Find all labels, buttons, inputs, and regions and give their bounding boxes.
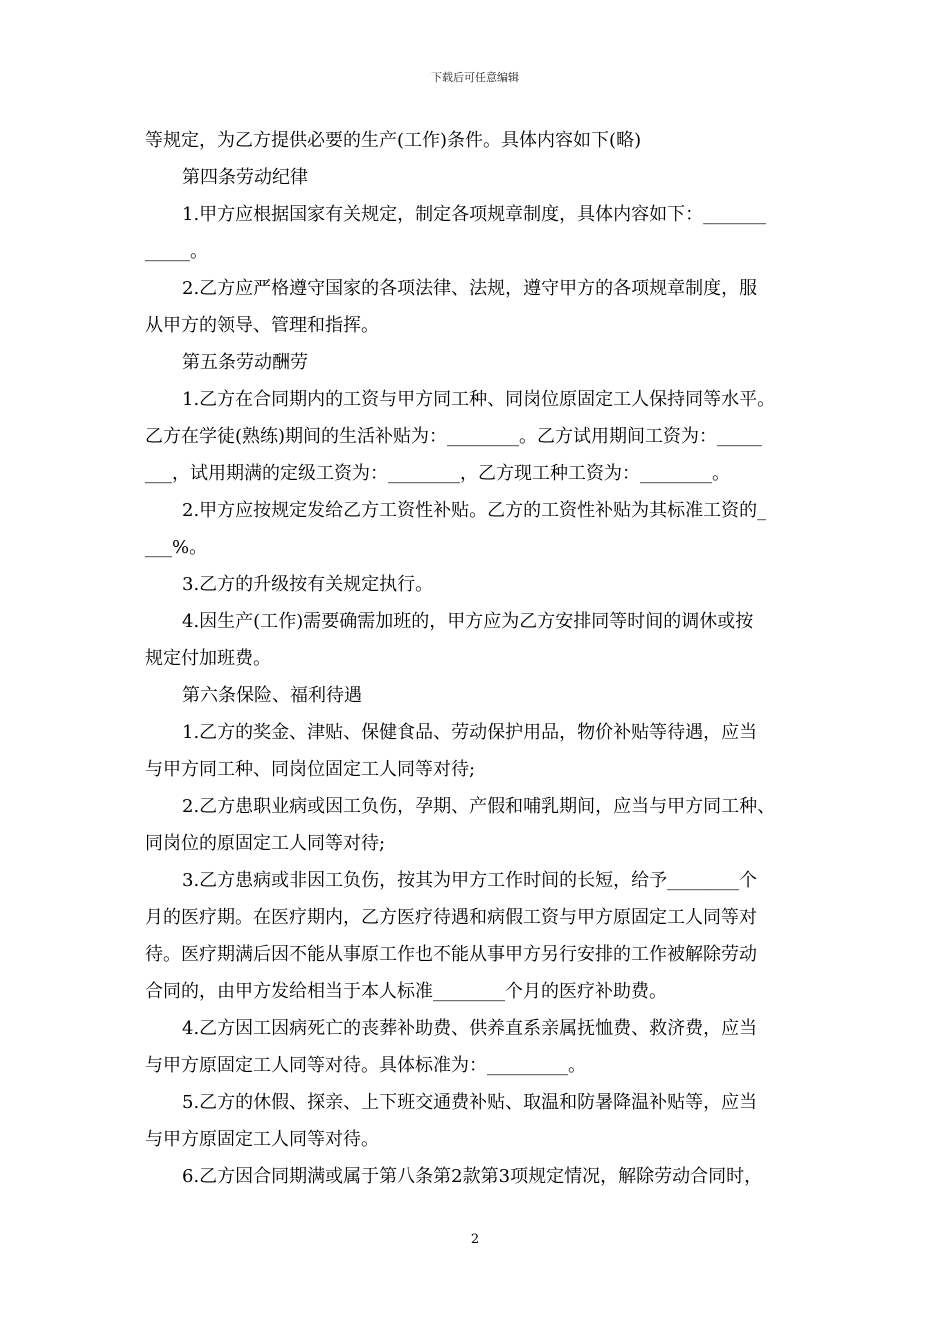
text-line: 第六条保险、福利待遇 — [182, 685, 362, 706]
text-line: 同岗位的原固定工人同等对待; — [145, 833, 386, 854]
text-line: 4.因生产(工作)需要确需加班的，甲方应为乙方安排同等时间的调休或按 — [182, 611, 754, 632]
text-line: 第四条劳动纪律 — [182, 167, 308, 188]
text-line: 与甲方原固定工人同等对待。 — [145, 1129, 379, 1150]
text-line: 1.乙方的奖金、津贴、保健食品、劳动保护用品，物价补贴等待遇，应当 — [182, 722, 758, 743]
text-line: ___，试用期满的定级工资为：________，乙方现工种工资为：________。 — [145, 463, 730, 484]
document-body — [145, 122, 820, 1195]
text-line: 与甲方原固定工人同等对待。具体标准为：_________。 — [145, 1055, 586, 1076]
text-line: 2.甲方应按规定发给乙方工资性补贴。乙方的工资性补贴为其标准工资的_ — [182, 500, 767, 521]
text-line: 与甲方同工种、同岗位固定工人同等对待; — [145, 759, 476, 780]
text-line: 3.乙方患病或非因工负伤，按其为甲方工作时间的长短，给予________个 — [182, 870, 758, 891]
text-line: 规定付加班费。 — [145, 648, 271, 669]
text-line: 合同的，由甲方发给相当于本人标准________个月的医疗补助费。 — [145, 981, 667, 1002]
text-line: 3.乙方的升级按有关规定执行。 — [182, 574, 434, 595]
text-line: 第五条劳动酬劳 — [182, 352, 308, 373]
text-line: _____。 — [145, 241, 208, 262]
text-line: 5.乙方的休假、探亲、上下班交通费补贴、取温和防暑降温补贴等，应当 — [182, 1092, 758, 1113]
page-number: 2 — [470, 1232, 480, 1247]
text-line: 乙方在学徒(熟练)期间的生活补贴为：________。乙方试用期间工资为：_____ — [145, 426, 763, 447]
text-line: 从甲方的领导、管理和指挥。 — [145, 315, 379, 336]
page-header: 下载后可任意编辑 — [431, 71, 519, 84]
text-line: 月的医疗期。在医疗期内，乙方医疗待遇和病假工资与甲方原固定工人同等对 — [145, 907, 757, 928]
text-line: 2.乙方应严格遵守国家的各项法律、法规，遵守甲方的各项规章制度，服 — [182, 278, 758, 299]
text-line: 6.乙方因合同期满或属于第八条第2款第3项规定情况，解除劳动合同时， — [182, 1166, 763, 1187]
text-line: 4.乙方因工因病死亡的丧葬补助费、供养直系亲属抚恤费、救济费，应当 — [182, 1018, 758, 1039]
text-line: ___%。 — [145, 537, 208, 558]
text-line: 1.乙方在合同期内的工资与甲方同工种、同岗位原固定工人保持同等水平。 — [182, 389, 776, 410]
text-line: 待。医疗期满后因不能从事原工作也不能从事甲方另行安排的工作被解除劳动 — [145, 944, 757, 965]
text-line: 等规定，为乙方提供必要的生产(工作)条件。具体内容如下(略) — [145, 130, 642, 151]
text-line: 2.乙方患职业病或因工负伤，孕期、产假和哺乳期间，应当与甲方同工种、 — [182, 796, 776, 817]
text-line: 1.甲方应根据国家有关规定，制定各项规章制度，具体内容如下：_______ — [182, 204, 767, 225]
